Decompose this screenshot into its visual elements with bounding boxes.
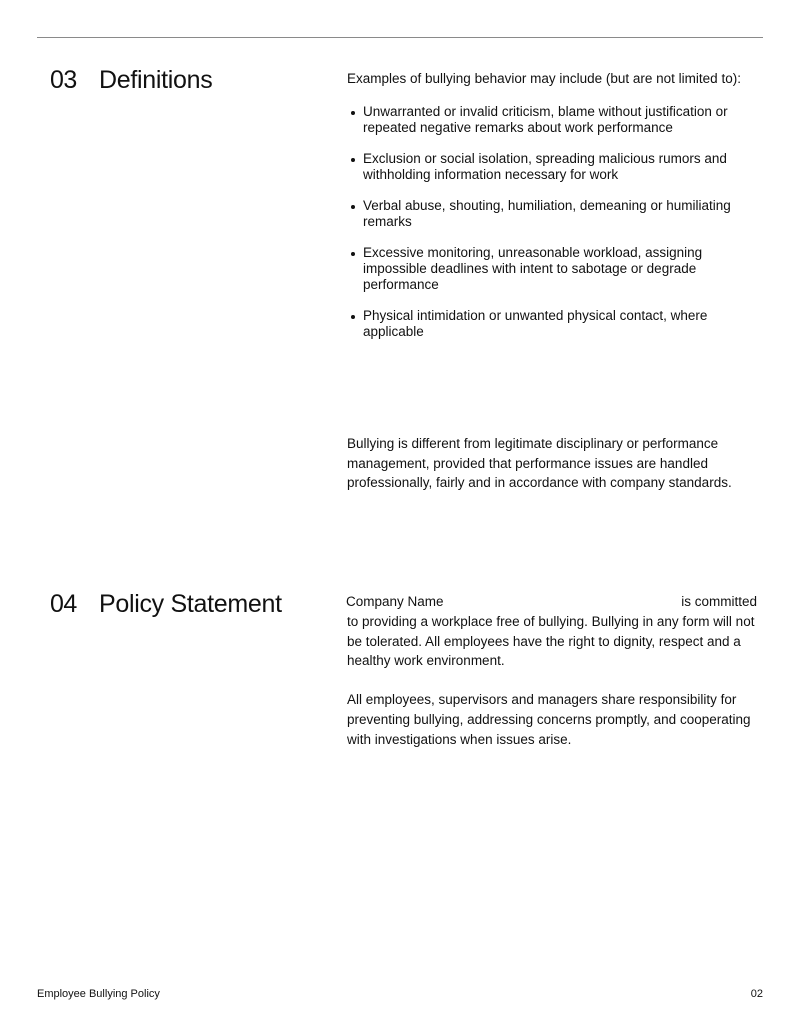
section-title: Definitions [99, 66, 213, 94]
section-number: 04 [50, 590, 77, 618]
definitions-intro: Examples of bullying behavior may include (but are not limited to): [347, 71, 741, 86]
definitions-content [347, 71, 763, 355]
policy-paragraph-1: to providing a workplace free of bullying. Bullying in any form will not be tolerated. All employees have the right to dignity, respect and a healthy work environment. [347, 614, 755, 669]
bullying-examples-list [347, 104, 763, 340]
bullet-icon [351, 205, 355, 209]
committed-text: is committed [681, 594, 757, 609]
list-item: Excessive monitoring, unreasonable workload, assigning impossible deadlines with intent to sabotage or degrade performance [347, 245, 763, 293]
section-number: 03 [50, 66, 77, 94]
section-heading-policy-statement [50, 590, 282, 619]
list-item: Exclusion or social isolation, spreading malicious rumors and withholding information necessary for work [347, 151, 763, 183]
company-name-line [347, 592, 763, 612]
list-item: Unwarranted or invalid criticism, blame without justification or repeated negative remarks about work performance [347, 104, 763, 136]
bullet-icon [351, 315, 355, 319]
footer-page-number: 02 [750, 988, 763, 1000]
policy-content [347, 592, 763, 749]
list-item: Physical intimidation or unwanted physical contact, where applicable [347, 308, 763, 340]
section-title: Policy Statement [99, 590, 282, 618]
bullet-icon [351, 111, 355, 115]
definitions-closing-paragraph: Bullying is different from legitimate disciplinary or performance management, provided that performance issues are handled professionally, fairly and in accordance with company standards. [347, 436, 732, 491]
bullet-icon [351, 158, 355, 162]
top-divider [37, 37, 763, 38]
company-name-field[interactable]: Company Name [346, 594, 444, 609]
policy-paragraph-2: All employees, supervisors and managers share responsibility for preventing bullying, addressing concerns promptly, and cooperating with investigations when issues arise. [347, 692, 751, 747]
footer-document-title: Employee Bullying Policy [37, 988, 160, 1000]
definitions-closing [347, 434, 763, 493]
bullet-icon [351, 252, 355, 256]
list-item: Verbal abuse, shouting, humiliation, demeaning or humiliating remarks [347, 198, 763, 230]
section-heading-definitions [50, 66, 212, 95]
